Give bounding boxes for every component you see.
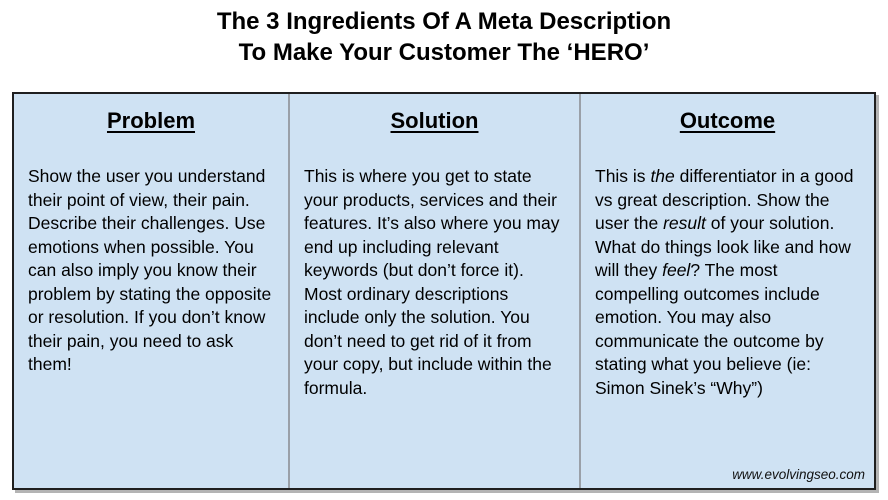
body-segment-italic: the <box>650 166 675 186</box>
column-header-problem: Problem <box>106 108 196 133</box>
body-segment-italic: feel <box>662 260 691 280</box>
body-segment: differentiator in a good vs great description. Show the user the <box>595 166 854 233</box>
body-segment: ? The most compelling outcomes include emotion. You may also communicate the outcome by stating what you believe (ie: Simon Sinek’s “Why”) <box>595 260 824 398</box>
page-title <box>0 6 888 68</box>
ingredients-table <box>12 92 876 490</box>
body-segment: of your solution. What do things look like and how will they <box>595 213 851 280</box>
column-header-outcome: Outcome <box>679 108 776 133</box>
website-text: www.evolvingseo.com <box>732 467 865 482</box>
column-solution <box>290 94 579 488</box>
body-segment-italic: result <box>663 213 706 233</box>
column-body-solution: This is where you get to state your products, services and their features. It’s also where you may end up including relevant keywords (but don’t force it). Most ordinary descriptions include only the solution. You don’t need to get rid of it from your copy, but include within the formula. <box>304 166 560 398</box>
body-segment: This is <box>595 166 651 186</box>
column-problem <box>14 94 288 488</box>
column-header-solution: Solution <box>390 108 479 133</box>
column-body-outcome <box>595 165 860 400</box>
page-title-line2: To Make Your Customer The ‘HERO’ <box>238 39 650 66</box>
column-outcome <box>581 94 874 488</box>
column-body-problem: Show the user you understand their point of view, their pain. Describe their challenges. Use emotions when possible. You can also imply you know their problem by stating the opposite or resolution. If you don’t know their pain, you need to ask them! <box>28 166 272 374</box>
page-title-line1: The 3 Ingredients Of A Meta Description <box>216 8 672 35</box>
